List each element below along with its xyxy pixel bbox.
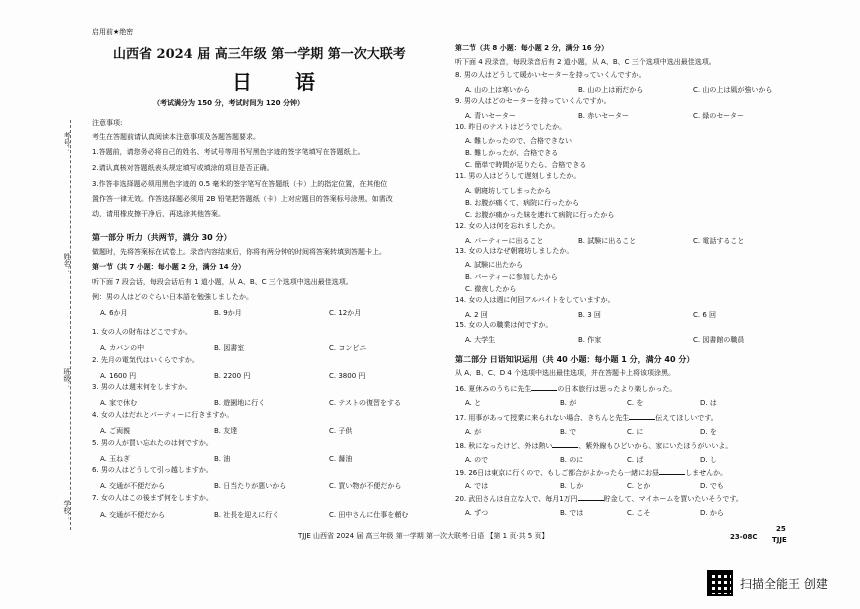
option: D. を xyxy=(700,428,717,436)
section2-heading: 第二节（共 8 小题：每小题 2 分，满分 16 分） xyxy=(455,44,609,52)
example-option: C. 12か月 xyxy=(329,309,362,317)
option: B. では xyxy=(560,509,584,517)
option: A. 1600 円 xyxy=(100,372,137,380)
scanner-watermark: 扫描全能王 创建 xyxy=(740,577,828,591)
notice-line: 3.作答非选择题必须用黑色字迹的 0.5 毫米的签字笔写在答题纸（卡）上的指定位置，在其他位 xyxy=(92,180,388,188)
question: 8. 男の人はどうして暖かいセーターを持っていくんですか。 xyxy=(455,71,646,79)
notice-line: 置作答一律无效。作答选择题必须用 2B 铅笔把答题纸（卡）上对应题目的答案标号涂黑。如需改 xyxy=(92,195,393,203)
answer-blank xyxy=(552,441,578,448)
option: C. ば xyxy=(627,456,644,464)
option: A. 山の上は寒いから xyxy=(465,86,531,94)
option: B. 山の上は雨だから xyxy=(578,86,644,94)
question: 9. 男の人はどのセーターを持っていくんですか。 xyxy=(455,97,611,105)
option: A. パーティーに出ること xyxy=(465,237,544,245)
option: A. 交通が不便だから xyxy=(100,511,166,519)
option: B. が xyxy=(560,399,577,407)
option: A. 朝寝坊してしまったから xyxy=(465,187,552,195)
option: A. 試験に出たから xyxy=(465,261,524,269)
option: D. し xyxy=(700,456,717,464)
side-label-name: 姓名： xyxy=(63,253,71,274)
notice-line: 2.请认真核对答题纸表头规定填写或填涂的项目是否正确。 xyxy=(92,164,274,172)
footer-mark-bottom: TJJE xyxy=(772,536,787,544)
question: 10. 昨日のテストはどうでしたか。 xyxy=(455,123,567,131)
option: A. では xyxy=(465,482,489,490)
exam-title: 山西省 2024 届 高三年级 第一学期 第一次大联考 xyxy=(113,47,406,62)
question: 7. 女の人はこの後まず何をしますか。 xyxy=(92,494,213,502)
option: B. 社長を迎えに行く xyxy=(214,511,280,519)
option: B. 日当たりが悪いから xyxy=(214,482,287,490)
binding-line xyxy=(70,120,71,530)
option: C. 山の上は風が強いから xyxy=(693,86,773,94)
question: 4. 女の人はだれとパーティーに行きますか。 xyxy=(92,411,234,419)
option: C. 買い物が不便だから xyxy=(329,482,402,490)
example-option: A. 6か月 xyxy=(100,309,128,317)
grammar-question: 16. 夏休みのうちに先生 の日本旅行は思ったより楽しかった。 xyxy=(455,385,677,393)
option: C. 田中さんに仕事を頼む xyxy=(329,511,409,519)
option: B. 作家 xyxy=(578,336,602,344)
option: D. でも xyxy=(700,482,724,490)
option: A. と xyxy=(465,399,482,407)
page-footer: TJJE 山西省 2024 届 高三年级 第一学期 第一次大联考·日语 【第 1 页·共 5 页】 xyxy=(298,532,549,540)
option: C. 図書館の職員 xyxy=(693,336,745,344)
option: A. 玉ねぎ xyxy=(100,455,131,463)
option: B. 遊園地に行く xyxy=(214,399,266,407)
option: C. 簡単で時間が足りたら、合格できる xyxy=(465,161,587,169)
section1-intro: 听下面 7 段会话，每段会话后有 1 道小题，从 A、B、C 三个选项中选出最佳选项。 xyxy=(92,278,353,286)
option: B. しか xyxy=(560,482,584,490)
grammar-question: 17. 用事があって授業に来られない場合、きちんと先生 伝えてほしいです。 xyxy=(455,414,718,422)
option: C. こそ xyxy=(627,509,651,517)
option: A. 難しかったので、合格できない xyxy=(465,137,572,145)
part2-intro: 从 A、B、C、D 4 个选项中选出最佳选项，并在答题卡上将该项涂黑。 xyxy=(455,369,675,377)
question: 11. 男の人はどうして遅刻しましたか。 xyxy=(455,172,581,180)
qr-code-icon xyxy=(707,570,733,596)
option: C. 子供 xyxy=(329,427,353,435)
question: 6. 男の人はどうして引っ越しますか。 xyxy=(92,466,213,474)
notice-line: 动，请用橡皮擦干净后，再选涂其他答案。 xyxy=(92,210,225,218)
side-label-school: 学校： xyxy=(63,500,71,521)
option: B. 赤いセーター xyxy=(578,112,629,120)
option: A. ので xyxy=(465,456,489,464)
grammar-question: 18. 秋になったけど、外は熱い 、紫外線もひどいから、家にいたほうがいいよ。 xyxy=(455,442,733,450)
option: C. 徹夜したから xyxy=(465,285,517,293)
option: B. 図書室 xyxy=(214,344,245,352)
option: C. を xyxy=(627,399,644,407)
option: A. 交通が不便だから xyxy=(100,482,166,490)
option: A. カバンの中 xyxy=(100,344,145,352)
option: C. 3800 円 xyxy=(329,372,366,380)
question: 3. 男の人は週末何をしますか。 xyxy=(92,383,192,391)
exam-info: （考试满分为 150 分，考试时间为 120 分钟） xyxy=(153,99,304,107)
option: C. お腹が痛かった妹を連れて病院に行ったから xyxy=(465,211,615,219)
question: 15. 女の人の職業は何ですか。 xyxy=(455,321,553,329)
option: C. 緑のセーター xyxy=(693,112,745,120)
question: 2. 先月の電気代はいくらですか。 xyxy=(92,356,199,364)
option: C. コンビニ xyxy=(329,344,367,352)
option: A. 2 回 xyxy=(465,311,488,319)
option: B. 油 xyxy=(214,455,231,463)
option: C. とか xyxy=(627,482,651,490)
option: A. が xyxy=(465,428,482,436)
question: 1. 女の人の財布はどこですか。 xyxy=(92,328,192,336)
option: B. 難しかったが、合格できる xyxy=(465,149,559,157)
option: B. で xyxy=(560,428,577,436)
secret-label: 启用前★绝密 xyxy=(92,28,134,36)
part1-intro: 做题时，先将答案标在试卷上。录音内容结束后，你将有两分钟的时间将答案转填到答题卡上。 xyxy=(92,248,386,256)
question: 14. 女の人は週に何回アルバイトをしていますか。 xyxy=(455,296,615,304)
side-label-exam-number: 考号： xyxy=(63,132,71,153)
option: C. テストの復習をする xyxy=(329,399,402,407)
grammar-question: 20. 武田さんは自立な人で、毎月1万円 貯金して、マイホームを買いたいそうです。 xyxy=(455,495,743,503)
option: D. は xyxy=(700,399,717,407)
option: D. から xyxy=(700,509,724,517)
option: B. お腹が痛くて、病院に行ったから xyxy=(465,199,580,207)
option: C. 6 回 xyxy=(693,311,717,319)
side-label-class: 班级： xyxy=(63,368,71,389)
option: C. 電話すること xyxy=(693,237,745,245)
option: A. ご両親 xyxy=(100,427,131,435)
answer-blank xyxy=(659,468,685,475)
option: B. パーティーに参加したから xyxy=(465,273,558,281)
notice-line: 1.答题前，请您务必将自己的姓名、考试号等用书写黑色字迹的签字笔填写在答题纸上。 xyxy=(92,148,365,156)
notice-heading: 注意事项: xyxy=(92,119,123,127)
part2-heading: 第二部分 日语知识运用（共 40 小题：每小题 1 分，满分 40 分） xyxy=(455,355,695,364)
option: B. 2200 円 xyxy=(214,372,251,380)
option: A. 大学生 xyxy=(465,336,496,344)
answer-blank xyxy=(629,413,655,420)
notice-line: 考生在答题前请认真阅读本注意事项及各题答题要求。 xyxy=(92,133,260,141)
part1-heading: 第一部分 听力（共两节，满分 30 分） xyxy=(92,233,232,242)
option: A. 青いセーター xyxy=(465,112,516,120)
option: A. 家で休む xyxy=(100,399,138,407)
answer-blank xyxy=(578,494,604,501)
option: B. 試験に出ること xyxy=(578,237,637,245)
option: B. 友達 xyxy=(214,427,238,435)
example-question: 例：男の人はどのぐらい日本語を勉強しましたか。 xyxy=(92,293,253,301)
option: B. のに xyxy=(560,456,584,464)
section2-intro: 听下面 4 段录音，每段录音后有 2 道小题，从 A、B、C 三个选项中选出最佳选项。 xyxy=(455,58,716,66)
exam-code: 23-08C xyxy=(730,533,758,541)
grammar-question: 19. 26日は東京に行くので、もしご都合がよかったら一緒にお昼 しませんか。 xyxy=(455,469,728,477)
answer-blank xyxy=(531,384,557,391)
footer-mark-top: 25 xyxy=(776,525,786,533)
question: 5. 男の人が買い忘れたのは何ですか。 xyxy=(92,439,213,447)
section1-heading: 第一节（共 7 小题：每小题 2 分，满分 14 分） xyxy=(92,263,246,271)
option: A. ずつ xyxy=(465,509,489,517)
option: B. 3 回 xyxy=(578,311,601,319)
option: C. に xyxy=(627,428,644,436)
subject-title: 日 语 xyxy=(232,70,333,94)
question: 12. 女の人は何を忘れましたか。 xyxy=(455,222,560,230)
question: 13. 女の人はなぜ朝寝坊しましたか。 xyxy=(455,247,574,255)
example-option: B. 9か月 xyxy=(214,309,242,317)
option: C. 醤油 xyxy=(329,455,353,463)
